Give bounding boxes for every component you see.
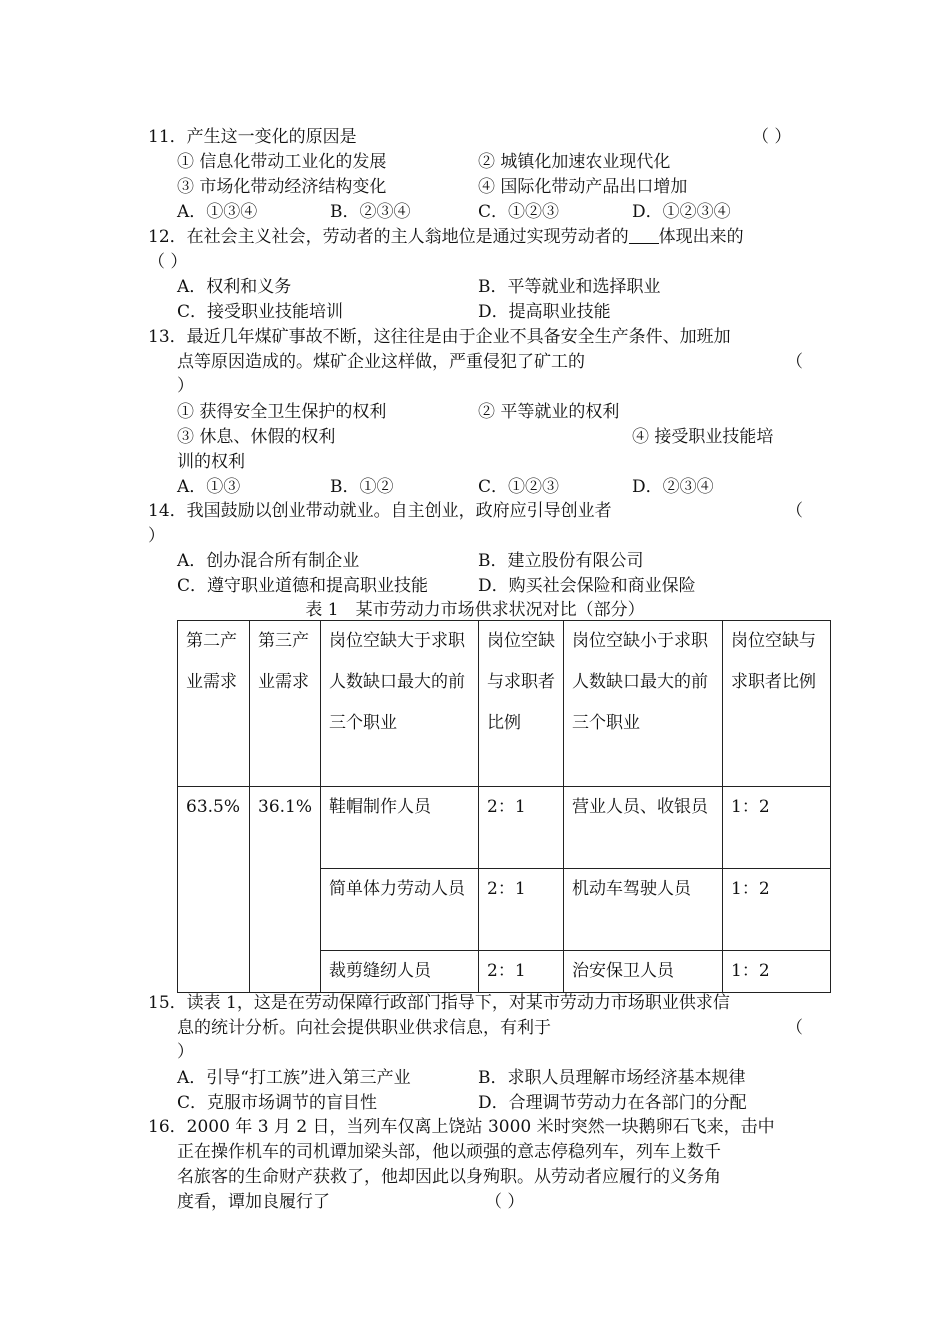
q13-option-4-continued: 训的权利 [177,452,245,472]
cell-shortage-ratio: 2：1 [479,869,564,951]
q12-stem [148,227,744,247]
q12-stem-part-b: 体现出来的 [658,227,744,247]
q14-bracket-open: （ [786,501,803,521]
q15-stem-line-2: 息的统计分析。向社会提供职业供求信息，有利于 [177,1018,551,1038]
q11-choice-a: A．①③④ [177,202,258,222]
q15-choice-d: D．合理调节劳动力在各部门的分配 [478,1093,747,1113]
q14-choice-d: D．购买社会保险和商业保险 [478,576,696,596]
q11-option-1: ① 信息化带动工业化的发展 [177,152,387,172]
q13-choice-b: B．①② [330,477,394,497]
table-header-row [178,621,831,787]
q11-stem: 11．产生这一变化的原因是 [148,127,357,147]
cell-tertiary-demand: 36.1% [250,787,321,993]
header-surplus-jobs: 岗位空缺小于求职人数缺口最大的前三个职业 [564,621,723,787]
cell-shortage-job: 裁剪缝纫人员 [321,951,479,993]
q16-bracket: （ ） [485,1192,525,1212]
q12-stem-part-a: 12．在社会主义社会，劳动者的主人翁地位是通过实现劳动者的 [148,227,629,247]
cell-shortage-job: 鞋帽制作人员 [321,787,479,869]
q15-bracket-close: ） [177,1042,194,1062]
q14-choice-c: C．遵守职业道德和提高职业技能 [177,576,429,596]
q13-option-4: ④ 接受职业技能培 [632,427,774,447]
q14-bracket-close: ） [148,526,165,546]
q16-stem-line-4: 度看，谭加良履行了 [177,1192,330,1212]
q12-choice-a: A．权利和义务 [177,277,292,297]
table-caption: 表 1 某市劳动力市场供求状况对比（部分） [305,600,645,620]
q12-choice-c: C．接受职业技能培训 [177,302,344,322]
cell-shortage-ratio: 2：1 [479,787,564,869]
cell-surplus-ratio: 1：2 [723,869,831,951]
q11-option-4: ④ 国际化带动产品出口增加 [478,177,688,197]
q12-choice-d: D．提高职业技能 [478,302,611,322]
q15-choice-a: A．引导“打工族”进入第三产业 [177,1068,411,1088]
q15-choice-c: C．克服市场调节的盲目性 [177,1093,378,1113]
q13-option-2: ② 平等就业的权利 [478,402,620,422]
q15-choice-b: B．求职人员理解市场经济基本规律 [478,1068,746,1088]
header-secondary-demand: 第二产业需求 [178,621,250,787]
q11-choice-c: C．①②③ [478,202,560,222]
q12-choice-b: B．平等就业和选择职业 [478,277,661,297]
q16-stem-line-1: 16．2000 年 3 月 2 日，当列车仅离上饶站 3000 米时突然一块鹅卵石飞来，击中 [148,1117,775,1137]
q16-stem-line-3: 名旅客的生命财产获救了，他却因此以身殉职。从劳动者应履行的义务角 [177,1167,721,1187]
q11-choice-b: B．②③④ [330,202,411,222]
header-surplus-ratio: 岗位空缺与求职者比例 [723,621,831,787]
q11-bracket: （ ） [752,127,792,147]
labor-market-table [177,620,831,993]
header-shortage-jobs: 岗位空缺大于求职人数缺口最大的前三个职业 [321,621,479,787]
q14-choice-a: A．创办混合所有制企业 [177,551,360,571]
q15-bracket-open: （ [786,1018,803,1038]
q15-stem-line-1: 15．读表 1，这是在劳动保障行政部门指导下，对某市劳动力市场职业供求信 [148,993,730,1013]
q13-option-1: ① 获得安全卫生保护的权利 [177,402,387,422]
q12-bracket: （ ） [148,252,188,272]
q13-choice-d: D．②③④ [632,477,714,497]
q13-bracket-open: （ [786,352,803,372]
q11-option-2: ② 城镇化加速农业现代化 [478,152,671,172]
header-tertiary-demand: 第三产业需求 [250,621,321,787]
cell-surplus-job: 机动车驾驶人员 [564,869,723,951]
cell-secondary-demand: 63.5% [178,787,250,993]
table-row [178,787,831,869]
cell-surplus-ratio: 1：2 [723,951,831,993]
q13-option-3: ③ 休息、休假的权利 [177,427,336,447]
q11-option-3: ③ 市场化带动经济结构变化 [177,177,387,197]
q16-stem-line-2: 正在操作机车的司机谭加梁头部，他以顽强的意志停稳列车，列车上数千 [177,1142,721,1162]
header-shortage-ratio: 岗位空缺与求职者比例 [479,621,564,787]
cell-surplus-job: 营业人员、收银员 [564,787,723,869]
q13-stem-line-2: 点等原因造成的。煤矿企业这样做，严重侵犯了矿工的 [177,352,585,372]
q14-choice-b: B．建立股份有限公司 [478,551,644,571]
cell-surplus-ratio: 1：2 [723,787,831,869]
q13-stem-line-1: 13．最近几年煤矿事故不断，这往往是由于企业不具备安全生产条件、加班加 [148,327,731,347]
cell-shortage-job: 简单体力劳动人员 [321,869,479,951]
q13-bracket-close: ） [177,376,194,396]
q12-answer-blank [629,227,659,244]
q11-choice-d: D．①②③④ [632,202,731,222]
q13-choice-a: A．①③ [177,477,241,497]
q13-choice-c: C．①②③ [478,477,560,497]
q14-stem: 14．我国鼓励以创业带动就业。自主创业，政府应引导创业者 [148,501,612,521]
cell-surplus-job: 治安保卫人员 [564,951,723,993]
cell-shortage-ratio: 2：1 [479,951,564,993]
